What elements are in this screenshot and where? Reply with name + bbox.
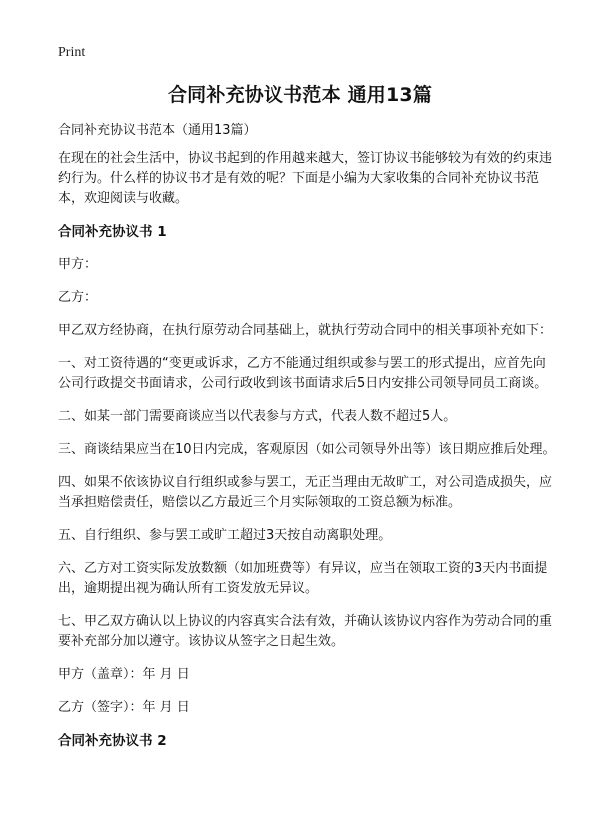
clause-6: 六、乙方对工资实际发放数额（如加班费等）有异议，应当在领取工资的3天内书面提出，逾期提出视为确认所有工资发放无异议。 [58,561,548,596]
clause-5: 五、自行组织、参与罢工或旷工超过3天按自动离职处理。 [58,528,392,543]
document-body [58,121,558,764]
party-a-line: 甲方： [58,257,98,272]
signature-party-a: 甲方（盖章）：年 月 日 [58,667,190,682]
signature-party-b: 乙方（签字）：年 月 日 [58,700,190,715]
clause-7: 七、甲乙双方确认以上协议的内容真实合法有效，并确认该协议内容作为劳动合同的重要补充部分加以遵守。该协议从签字之日起生效。 [58,614,553,649]
clause-3: 三、商谈结果应当在10日内完成，客观原因（如公司领导外出等）该日期应推后处理。 [58,442,556,457]
clause-1: 一、对工资待遇的“变更或诉求，乙方不能通过组织或参与罢工的形式提出，应首先向公司行政提交书面请求，公司行政收到该书面请求后5日内安排公司领导同员工商谈。 [58,356,548,391]
party-b-line: 乙方： [58,290,98,305]
clause-4: 四、如果不依该协议自行组织或参与罢工，无正当理由无故旷工，对公司造成损失，应当承担赔偿责任，赔偿以乙方最近三个月实际领取的工资总额为标准。 [58,475,553,510]
clause-2: 二、如某一部门需要商谈应当以代表参与方式，代表人数不超过5人。 [58,409,457,424]
page-title: 合同补充协议书范本 通用13篇 [167,84,433,106]
preamble-paragraph: 甲乙双方经协商，在执行原劳动合同基础上，就执行劳动合同中的相关事项补充如下： [58,323,553,338]
intro-paragraph: 在现在的社会生活中，协议书起到的作用越来越大，签订协议书能够较为有效的约束违约行为。什么样的协议书才是有效的呢？下面是小编为大家收集的合同补充协议书范本，欢迎阅读与收藏。 [58,151,553,206]
section-heading-2: 合同补充协议书 2 [58,733,167,749]
section-heading-1: 合同补充协议书 1 [58,224,167,240]
document-subtitle: 合同补充协议书范本（通用13篇） [58,123,257,138]
print-link[interactable]: Print [58,45,86,60]
